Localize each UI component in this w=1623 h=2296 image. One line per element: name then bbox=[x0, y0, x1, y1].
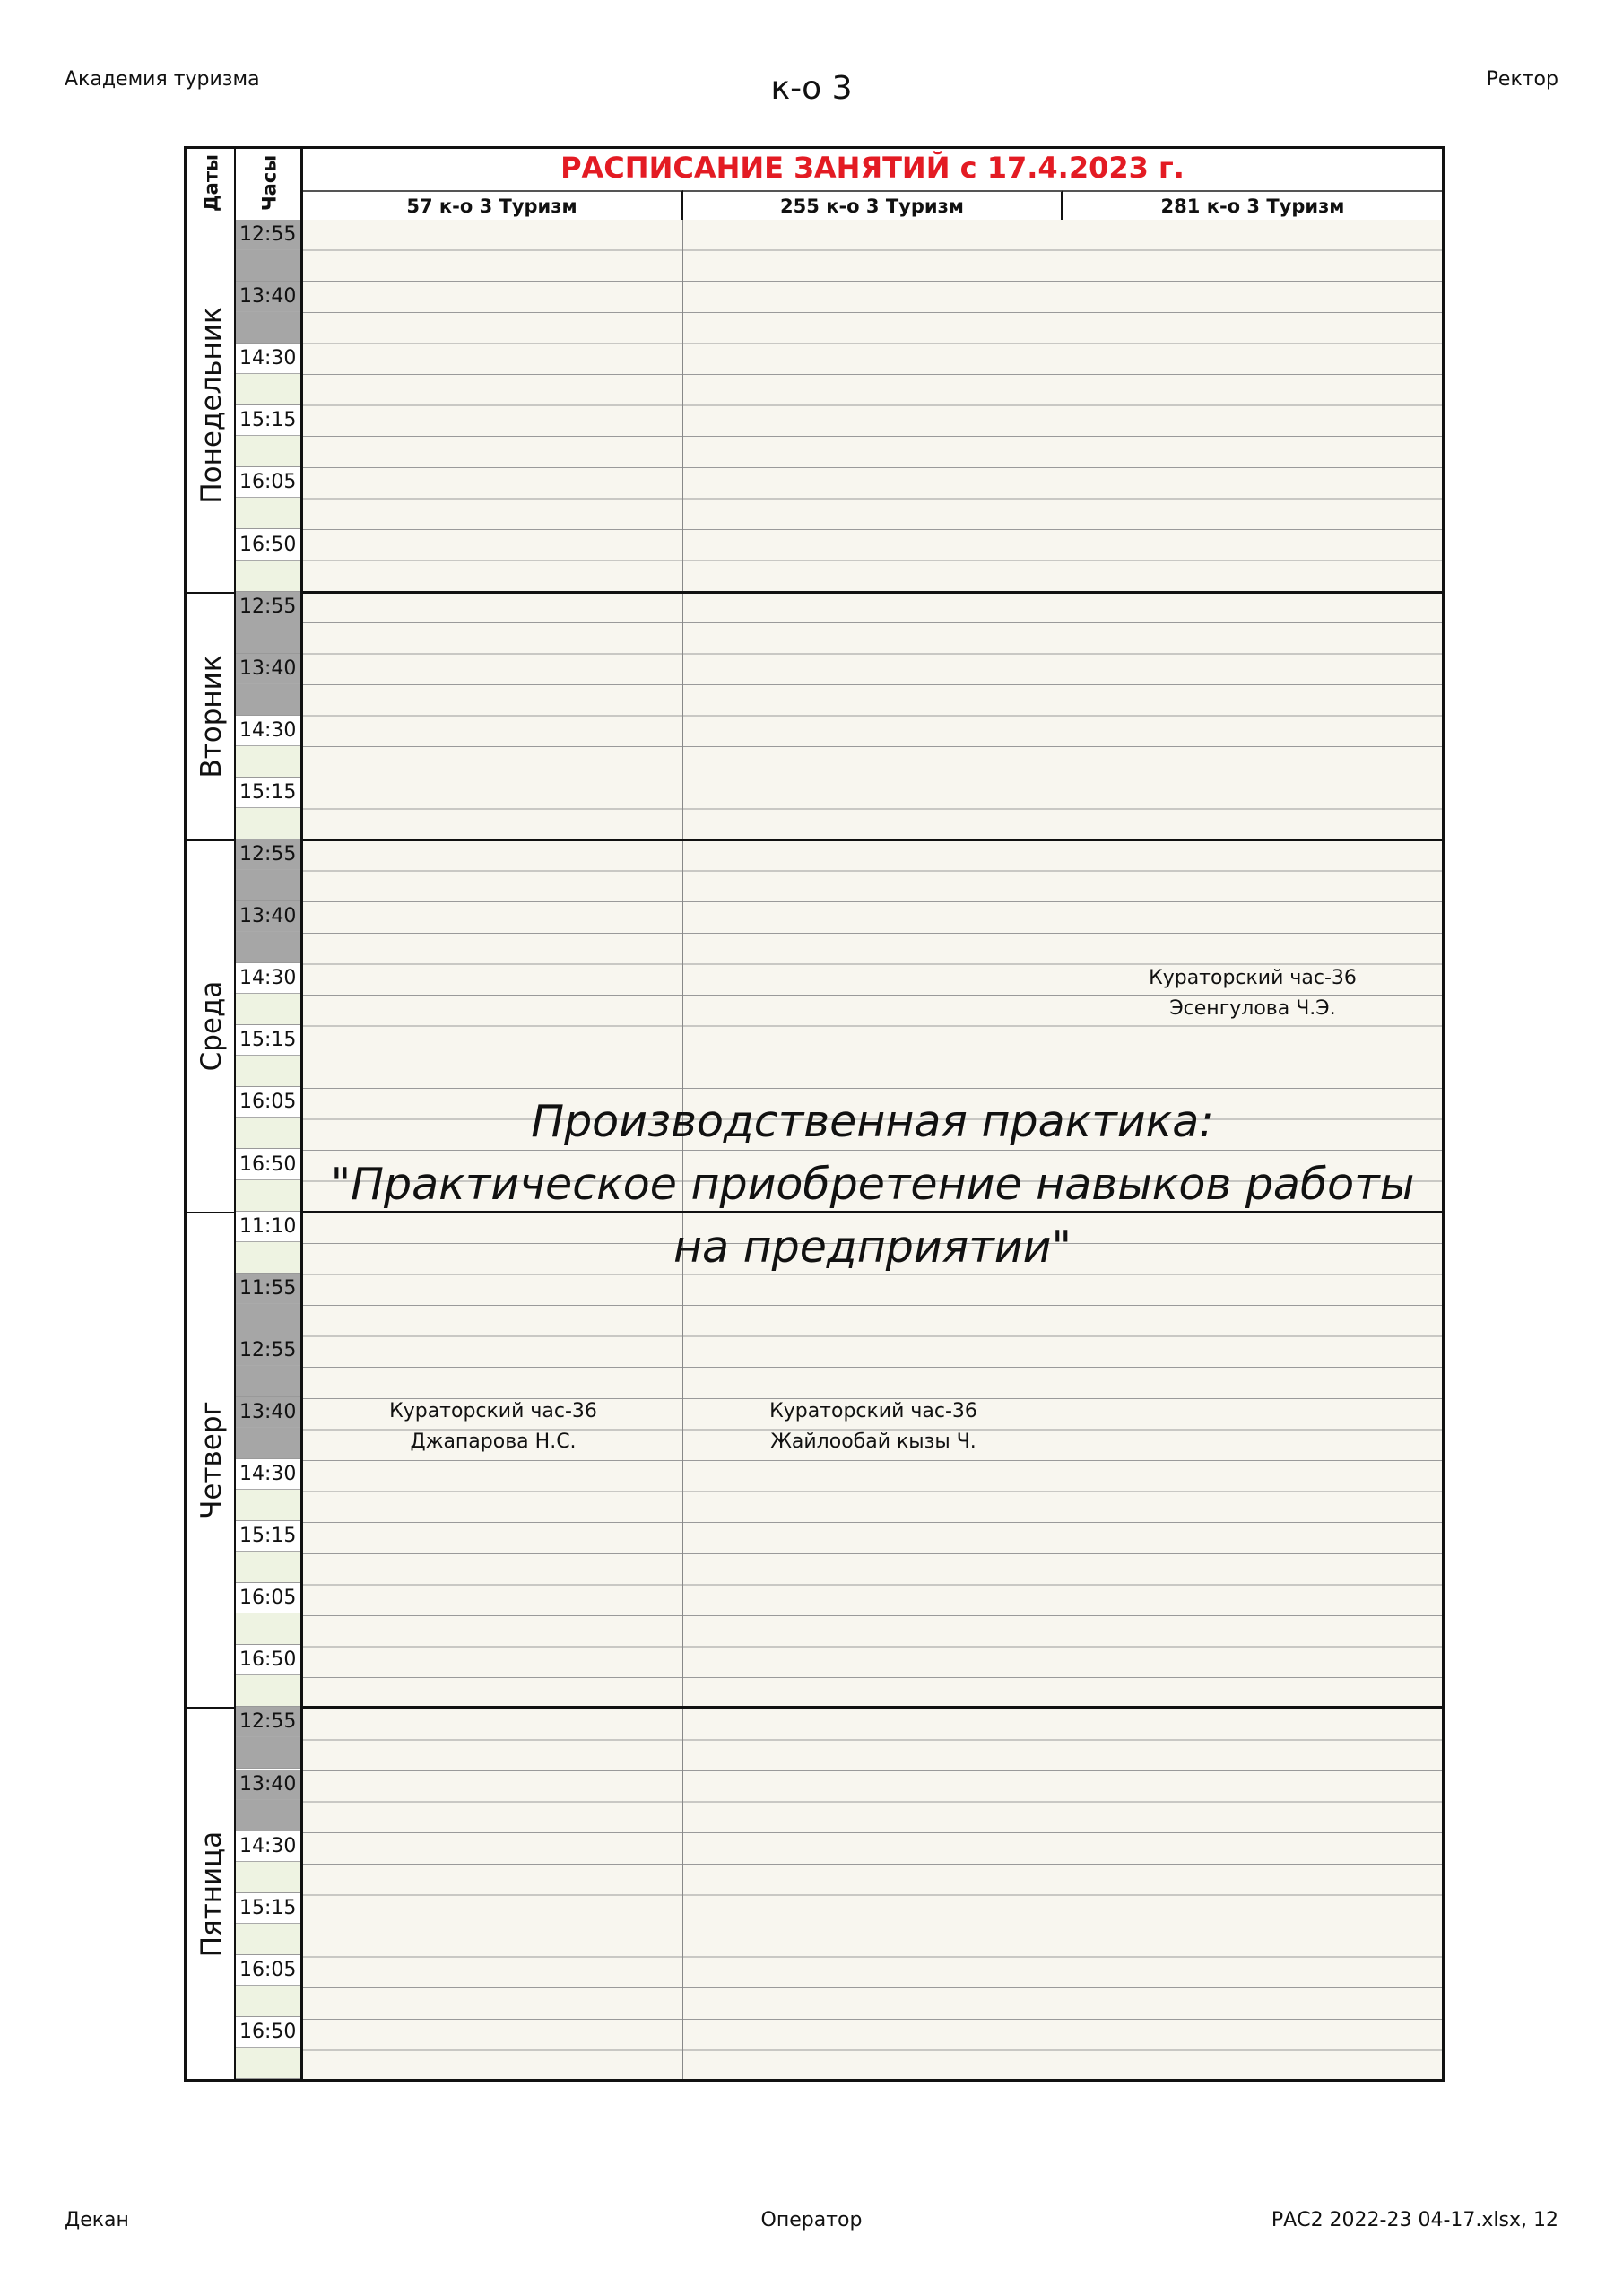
time-slot-lower bbox=[236, 808, 300, 839]
day-label bbox=[187, 592, 236, 839]
rector-label: Ректор bbox=[1486, 68, 1558, 91]
time-slot-lower bbox=[236, 1800, 300, 1831]
entry-teacher: Жайлообай кызы Ч. bbox=[770, 1431, 976, 1453]
file-reference: РАС2 2022-23 04-17.xlsx, 12 bbox=[1271, 2209, 1558, 2231]
time-label: 14:30 bbox=[236, 963, 300, 994]
time-label: 12:55 bbox=[236, 1335, 300, 1366]
time-slot bbox=[236, 1025, 300, 1087]
time-slot-lower bbox=[236, 684, 300, 715]
day-divider bbox=[303, 1211, 1442, 1213]
time-label: 13:40 bbox=[236, 654, 300, 684]
entry-subject: Кураторский час-36 bbox=[1149, 967, 1357, 989]
time-label: 15:15 bbox=[236, 1025, 300, 1056]
time-slot bbox=[236, 778, 300, 839]
time-slot bbox=[236, 654, 300, 716]
day-name: Пятница bbox=[195, 1831, 228, 1957]
time-label: 16:50 bbox=[236, 1150, 300, 1180]
time-slot bbox=[236, 405, 300, 467]
time-slot bbox=[236, 530, 300, 592]
time-slot-lower bbox=[236, 1613, 300, 1644]
time-label: 14:30 bbox=[236, 1831, 300, 1862]
time-slot-lower bbox=[236, 1118, 300, 1148]
time-label: 13:40 bbox=[236, 1770, 300, 1800]
day-divider bbox=[303, 1706, 1442, 1709]
thu-57-entry bbox=[303, 1396, 683, 1457]
time-slot bbox=[236, 1707, 300, 1769]
time-slot-lower bbox=[236, 1552, 300, 1582]
time-slot-lower bbox=[236, 746, 300, 777]
time-slot bbox=[236, 220, 300, 282]
time-label: 12:55 bbox=[236, 1707, 300, 1737]
schedule-title: РАСПИСАНИЕ ЗАНЯТИЙ с 17.4.2023 г. bbox=[560, 151, 1185, 185]
time-slot-lower bbox=[236, 870, 300, 900]
time-label: 16:50 bbox=[236, 1645, 300, 1675]
time-label: 15:15 bbox=[236, 1521, 300, 1552]
time-slot bbox=[236, 1893, 300, 1955]
time-slot bbox=[236, 1212, 300, 1274]
day-name: Четверг bbox=[195, 1401, 228, 1519]
time-slot bbox=[236, 1274, 300, 1335]
time-slot bbox=[236, 1459, 300, 1521]
practice-line-2: "Практическое приобретение навыков работы bbox=[330, 1159, 1415, 1210]
time-slot-lower bbox=[236, 1675, 300, 1706]
group-header-3: 281 к-о 3 Туризм bbox=[1063, 190, 1442, 220]
practice-line-3: на предприятии" bbox=[673, 1222, 1072, 1273]
time-slot-lower bbox=[236, 250, 300, 281]
day-label bbox=[187, 1707, 236, 2079]
time-label: 13:40 bbox=[236, 901, 300, 932]
day-name: Вторник bbox=[195, 655, 228, 778]
time-slot bbox=[236, 1087, 300, 1149]
time-slot-lower bbox=[236, 1924, 300, 1954]
time-slot bbox=[236, 839, 300, 901]
time-label: 14:30 bbox=[236, 716, 300, 746]
time-label: 12:55 bbox=[236, 220, 300, 250]
time-slot-lower bbox=[236, 436, 300, 466]
operator-label: Оператор bbox=[760, 2209, 863, 2231]
time-slot-lower bbox=[236, 374, 300, 404]
time-label: 12:55 bbox=[236, 592, 300, 622]
wed-281-entry bbox=[1063, 963, 1442, 1024]
time-slot-lower bbox=[236, 932, 300, 962]
thu-255-entry bbox=[683, 1396, 1063, 1457]
practice-line-1: Производственная практика: bbox=[531, 1096, 1214, 1147]
time-slot-lower bbox=[236, 622, 300, 653]
time-slot-lower bbox=[236, 1737, 300, 1768]
time-slot-lower bbox=[236, 2048, 300, 2078]
dean-label: Декан bbox=[65, 2209, 129, 2231]
time-slot bbox=[236, 1521, 300, 1583]
group-header-1: 57 к-о 3 Туризм bbox=[303, 190, 683, 220]
time-slot-lower bbox=[236, 1428, 300, 1458]
time-slot bbox=[236, 1770, 300, 1831]
time-slot-lower bbox=[236, 1242, 300, 1273]
group-header-2: 255 к-о 3 Туризм bbox=[683, 190, 1063, 220]
entry-teacher: Эсенгулова Ч.Э. bbox=[1169, 997, 1336, 1020]
day-divider bbox=[303, 591, 1442, 594]
entry-subject: Кураторский час-36 bbox=[389, 1400, 597, 1422]
time-label: 15:15 bbox=[236, 1893, 300, 1924]
entry-teacher: Джапарова Н.С. bbox=[410, 1431, 577, 1453]
time-slot-lower bbox=[236, 994, 300, 1024]
time-label: 14:30 bbox=[236, 1459, 300, 1490]
time-label: 15:15 bbox=[236, 778, 300, 808]
time-slot bbox=[236, 901, 300, 963]
day-divider bbox=[303, 839, 1442, 841]
time-label: 14:30 bbox=[236, 344, 300, 374]
time-slot-lower bbox=[236, 1862, 300, 1892]
time-label: 16:50 bbox=[236, 530, 300, 561]
time-label: 16:05 bbox=[236, 467, 300, 498]
time-label: 12:55 bbox=[236, 839, 300, 870]
day-label bbox=[187, 839, 236, 1212]
time-label: 13:40 bbox=[236, 1397, 300, 1428]
time-slot bbox=[236, 1583, 300, 1645]
time-slot bbox=[236, 344, 300, 405]
time-label: 11:55 bbox=[236, 1274, 300, 1304]
time-slot bbox=[236, 1397, 300, 1459]
day-name: Понедельник bbox=[195, 307, 228, 504]
time-slot bbox=[236, 1831, 300, 1893]
time-label: 15:15 bbox=[236, 405, 300, 436]
time-slot bbox=[236, 467, 300, 529]
time-label: 11:10 bbox=[236, 1212, 300, 1242]
time-slot bbox=[236, 963, 300, 1025]
time-slot-lower bbox=[236, 312, 300, 343]
schedule-table bbox=[184, 146, 1445, 2082]
time-slot-lower bbox=[236, 1180, 300, 1211]
time-slot bbox=[236, 282, 300, 344]
entry-subject: Кураторский час-36 bbox=[769, 1400, 977, 1422]
time-slot bbox=[236, 592, 300, 654]
page-header-title: к-о 3 bbox=[770, 70, 853, 107]
time-label: 16:05 bbox=[236, 1955, 300, 1986]
time-label: 16:05 bbox=[236, 1583, 300, 1613]
hours-header: Часы bbox=[258, 154, 281, 212]
time-slot bbox=[236, 2017, 300, 2079]
time-slot-lower bbox=[236, 1490, 300, 1520]
time-slot bbox=[236, 716, 300, 778]
time-slot-lower bbox=[236, 561, 300, 591]
time-slot bbox=[236, 1150, 300, 1212]
time-slot-lower bbox=[236, 1304, 300, 1335]
day-label bbox=[187, 1212, 236, 1708]
time-label: 16:50 bbox=[236, 2017, 300, 2048]
time-label: 16:05 bbox=[236, 1087, 300, 1118]
academy-name: Академия туризма bbox=[65, 68, 260, 91]
time-slot-lower bbox=[236, 498, 300, 528]
industrial-practice-note bbox=[303, 1091, 1442, 1279]
time-slot-lower bbox=[236, 1056, 300, 1086]
time-slot-lower bbox=[236, 1366, 300, 1396]
hours-header-cell bbox=[236, 149, 303, 220]
time-slot bbox=[236, 1955, 300, 2017]
time-label: 13:40 bbox=[236, 282, 300, 312]
day-name: Среда bbox=[195, 980, 228, 1072]
time-slot bbox=[236, 1645, 300, 1707]
day-label bbox=[187, 220, 236, 592]
time-slot bbox=[236, 1335, 300, 1397]
dates-header-cell bbox=[187, 149, 236, 220]
dates-header: Даты bbox=[200, 153, 222, 213]
time-slot-lower bbox=[236, 1986, 300, 2016]
